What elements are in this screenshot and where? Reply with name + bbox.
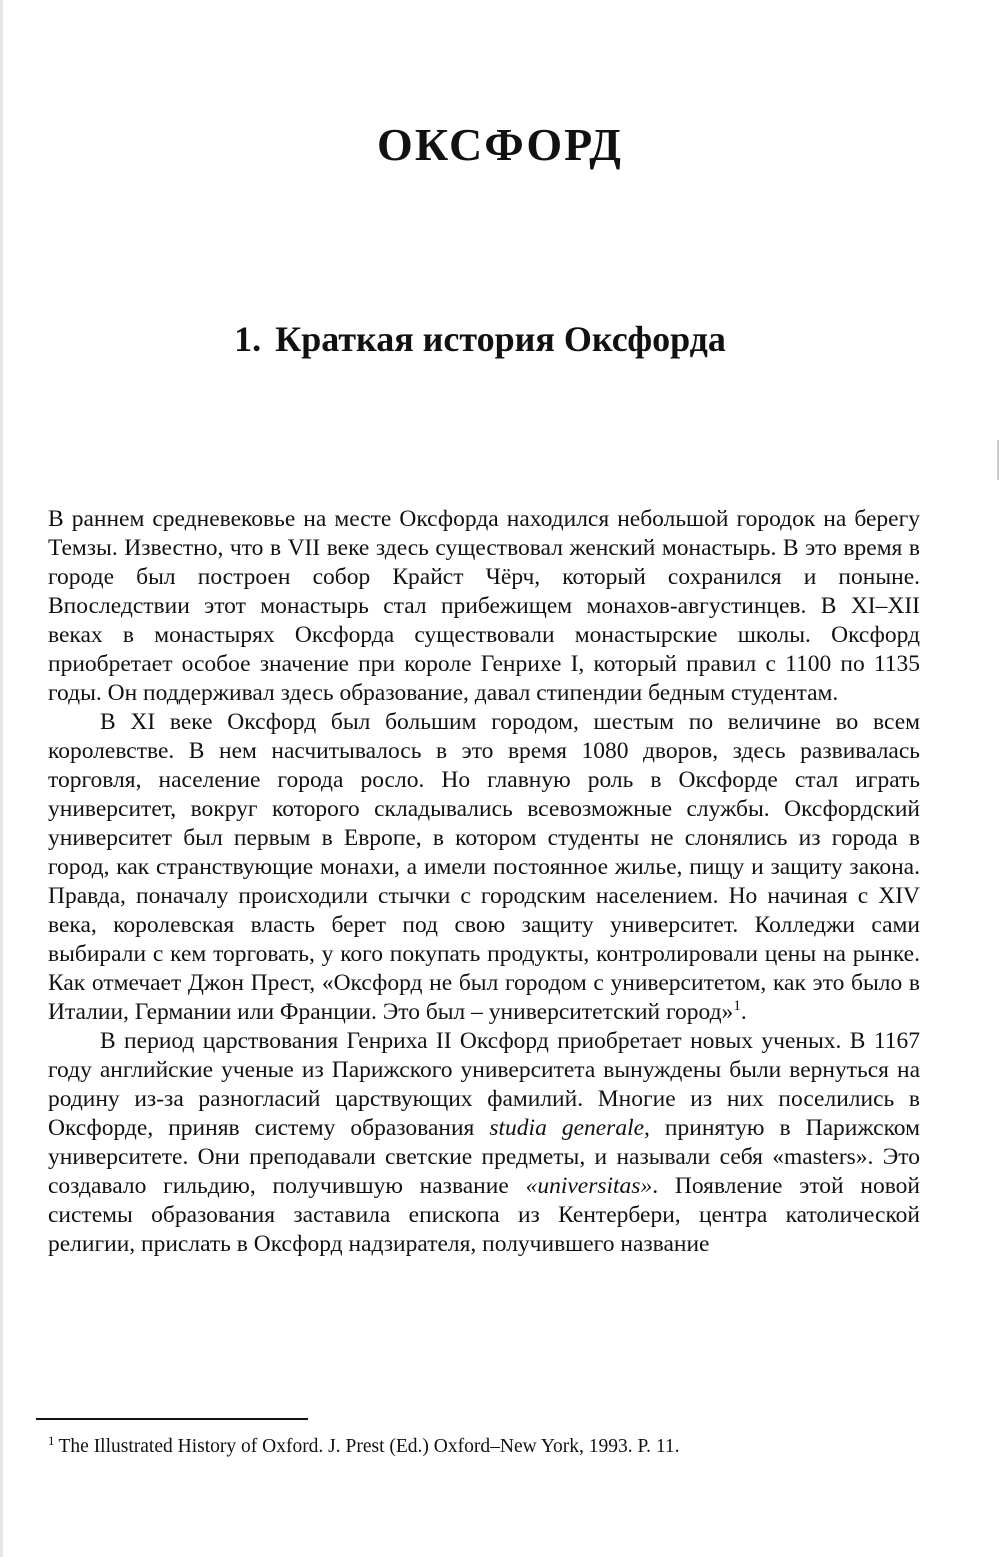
footnote-reference: 1 (733, 998, 741, 1015)
paragraph-3-text-1: В период царствования Генриха II Оксфорд приобретает новых ученых. В 1167 году английские ученые из Парижского университета вынуждены были вернуться на родину из-за разногласий царствующих фамилий. Многие из них поселились в Оксфорде, приняв систему образования (48, 1028, 920, 1141)
paragraph-2: В XI веке Оксфорд был большим городом, шестым по величине во всем королевстве. В нем насчитывалось в это время 1080 дворов, здесь развивалась торговля, население города росло. Но главную роль в Оксфорде стал играть университет, вокруг которого складывались всевозможные службы. Оксфордский университет был первым в Европе, в котором студенты не слонялись из города в город, как странствующие монахи, а имели постоянное жилье, пищу и защиту закона. Правда, поначалу происходили стычки с городским населением. Но начиная с XIV века, королевская власть берет под свою защиту университет. Колледжи сами выбирали с кем торговать, у кого покупать продукты, контролировали цены на рынке. Как отмечает Джон Прест, «Оксфорд не был городом с университетом, как это было в Италии, Германии или Франции. Это был – университетский город»$^1$. (48, 709, 920, 1025)
footnote (48, 1434, 928, 1460)
page-edge-shadow (0, 0, 3, 1557)
page-edge-mark (997, 440, 999, 480)
paragraph-1-text: В раннем средневековье на месте Оксфорда находился небольшой городок на берегу Темзы. Известно, что в VII веке здесь существовал женский монастырь. В это время в городе был построен собор Крайст Чёрч, который сохранился и поныне. Впоследствии этот монастырь стал прибежищем монахов-августинцев. В XI–XII веках в монастырях Оксфорда существовали монастырские школы. Оксфорд приобретает особое значение при короле Генрихе I, который правил с 1100 по 1135 годы. Он поддерживал здесь образование, давал стипендии бедным студентам. (48, 506, 920, 706)
footnote-text: The Illustrated History of Oxford. J. Prest (Ed.) Oxford–New York, 1993. P. 11. (58, 1436, 680, 1457)
italic-term-universitas: «universitas» (525, 1173, 653, 1199)
footnote-marker: 1 (48, 1432, 55, 1448)
paragraph-1 (48, 505, 920, 708)
section-number: 1. (234, 319, 262, 359)
section-title: Краткая история Оксфорда (275, 319, 726, 359)
section-heading (0, 318, 960, 360)
footnote-divider (36, 1418, 308, 1420)
chapter-title: ОКСФОРД (377, 119, 623, 170)
paragraph-3 (48, 1027, 920, 1259)
paragraph-3-text-2: , принятую в Парижском университете. Они преподавали светские предметы, и называли себя «masters». Это создавало гильдию, получившую название (48, 1115, 920, 1199)
paragraph-3-text-3: . Появление этой новой системы образования заставила епископа из Кентербери, центра католической религии, прислать в Оксфорд надзирателя, получившего название (48, 1173, 920, 1257)
body-text (48, 505, 920, 1259)
paragraph-2-text: В XI веке Оксфорд был большим городом, шестым по величине во всем королевстве. В нем насчитывалось в это время 1080 дворов, здесь развивалась торговля, население города росло. Но главную роль в Оксфорде стал играть университет, вокруг которого складывались всевозможные службы. Оксфордский университет был первым в Европе, в котором студенты не слонялись из города в город, как странствующие монахи, а имели постоянное жилье, пищу и защиту закона. Правда, поначалу происходили стычки с городским населением. Но начиная с XIV века, королевская власть берет под свою защиту университет. Колледжи сами выбирали с кем торговать, у кого покупать продукты, контролировали цены на рынке. Как отмечает Джон Прест, «Оксфорд не был городом с университетом, как это было в Италии, Германии или Франции. Это был – университетский город» (48, 709, 920, 1025)
italic-term-studia-generale: studia generale (489, 1115, 645, 1141)
